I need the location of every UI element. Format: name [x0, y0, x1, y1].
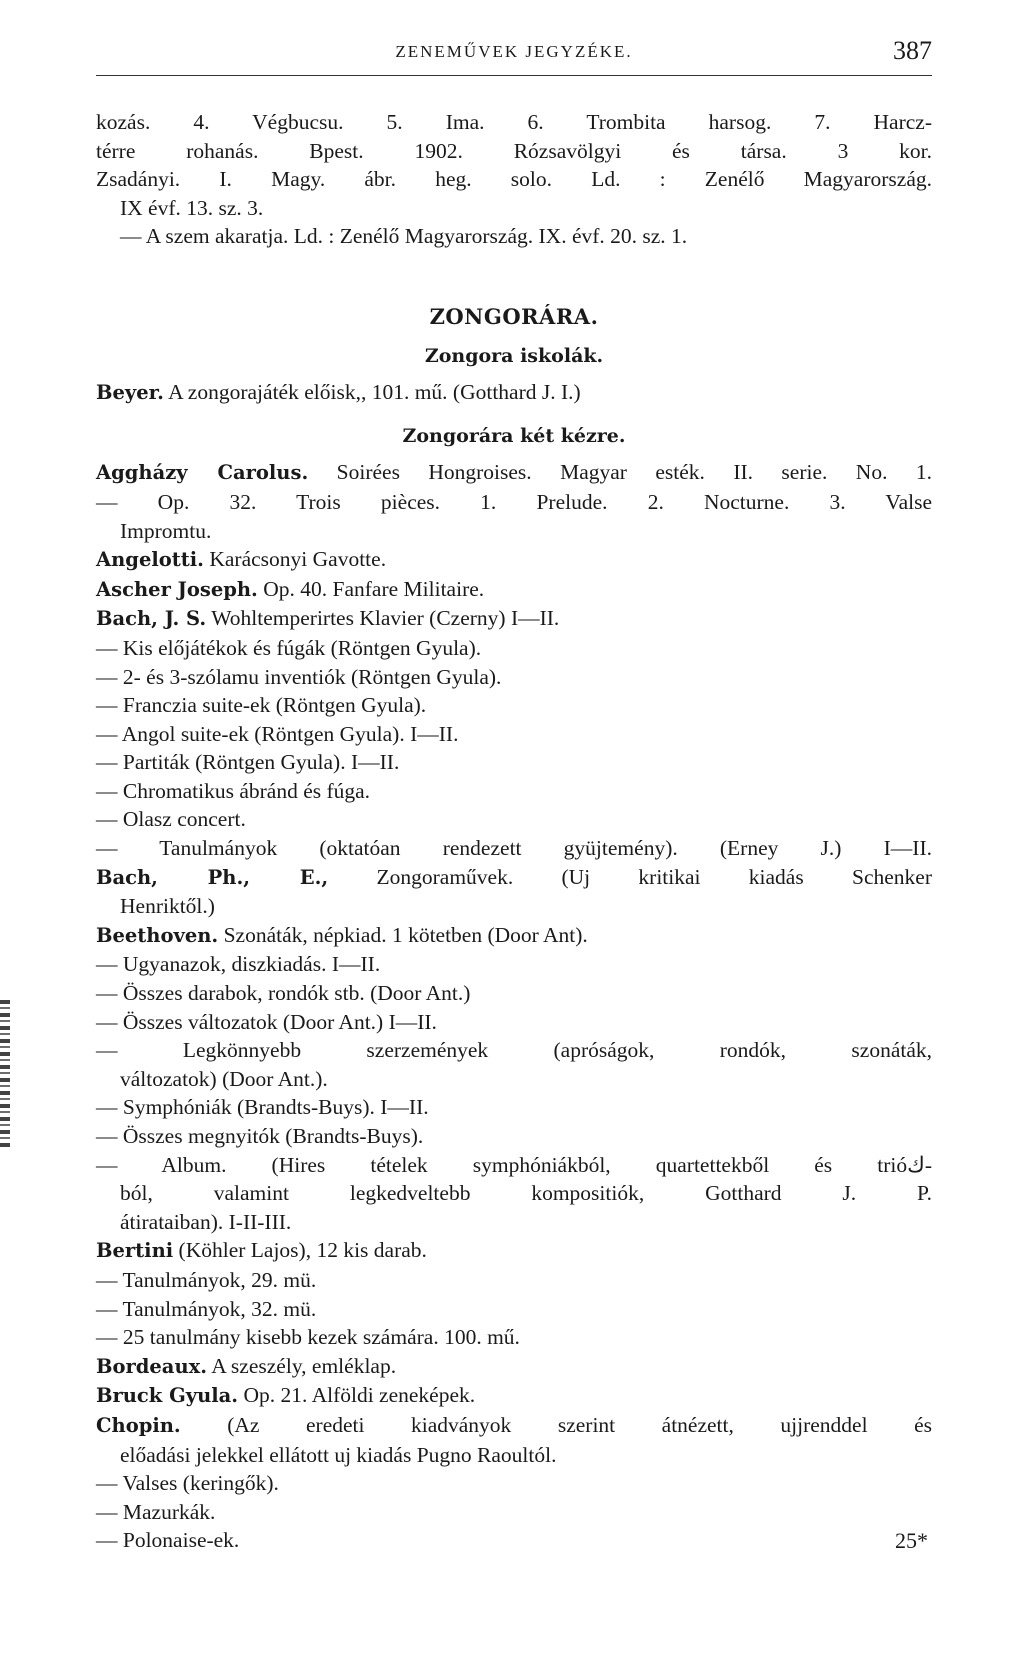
entry-text: — Valses (keringők).	[96, 1471, 279, 1496]
catalog-entry	[96, 1179, 932, 1208]
entry-text: Soirées Hongroises. Magyar esték. II. serie. No. 1.	[308, 460, 932, 485]
catalog-entry	[96, 1498, 932, 1527]
entry-text: — Polonaise-ek.	[96, 1528, 240, 1553]
entry-text: A zongorajáték előisk,, 101. mű. (Gotthard J. I.)	[163, 380, 581, 405]
signature-mark: 25*	[895, 1528, 928, 1553]
catalog-entry	[96, 1441, 932, 1470]
catalog-entry	[96, 1151, 932, 1180]
catalog-entry	[96, 1352, 932, 1382]
subsection-heading-two-hands: Zongorára két kézre.	[402, 424, 626, 447]
catalog-entry	[96, 634, 932, 663]
section-heading: ZONGORÁRA.	[429, 303, 599, 329]
entry-text: — Partiták (Röntgen Gyula). I—II.	[96, 750, 400, 775]
catalog-entry	[96, 1295, 932, 1324]
entry-text: A szeszély, emléklap.	[207, 1353, 397, 1378]
entry-beyer	[96, 378, 932, 408]
entry-text: — Tanulmányok, 32. mü.	[96, 1296, 317, 1321]
catalog-entry	[96, 458, 932, 488]
entry-author: Bach, J. S.	[96, 607, 207, 631]
entry-author: Bach, Ph., E.,	[96, 865, 329, 889]
intro-line: — A szem akaratja. Ld. : Zenélő Magyarország. IX. évf. 20. sz. 1.	[120, 224, 688, 249]
catalog-entry	[96, 921, 932, 951]
entry-author: Chopin.	[96, 1413, 181, 1437]
entry-text: — Mazurkák.	[96, 1499, 216, 1524]
catalog-entry	[96, 1266, 932, 1295]
intro-line: kozás. 4. Végbucsu. 5. Ima. 6. Trombita harsog. 7. Harcz-	[96, 110, 932, 134]
entry-author: Beethoven.	[96, 923, 219, 947]
catalog-entry	[96, 1065, 932, 1094]
catalog-entry	[96, 1323, 932, 1352]
page-number: 387	[893, 36, 932, 65]
scan-edge-mark	[0, 1000, 10, 1150]
entry-author: Bruck Gyula.	[96, 1384, 239, 1408]
catalog-entry	[96, 834, 932, 863]
page-body	[96, 108, 932, 1555]
entry-text: Wohltemperirtes Klavier (Czerny) I—II.	[206, 606, 560, 631]
entry-text: — Chromatikus ábránd és fúga.	[96, 778, 371, 803]
entry-text: Henriktől.)	[120, 894, 215, 919]
catalog-entry	[96, 805, 932, 834]
catalog-entry	[96, 1411, 932, 1441]
catalog-entry	[96, 748, 932, 777]
header-rule	[96, 75, 932, 76]
entry-text: (Az eredeti kiadványok szerint átnézett, ujjrenddel és	[180, 1412, 932, 1437]
entry-text: — Symphóniák (Brandts-Buys). I—II.	[96, 1095, 429, 1120]
catalog-entry	[96, 604, 932, 634]
entry-text: — Tanulmányok (oktatóan rendezett gyüjtemény). (Erney J.) I—II.	[96, 836, 932, 861]
entry-text: átirataiban). I-II-III.	[120, 1209, 292, 1234]
entry-text: — Összes megnyitók (Brandts-Buys).	[96, 1124, 424, 1148]
intro-line: IX évf. 13. sz. 3.	[120, 195, 264, 220]
catalog-entry	[96, 1093, 932, 1122]
entry-text: Zongoraművek. (Uj kritikai kiadás Schenker	[328, 864, 932, 889]
entry-author: Bertini	[96, 1239, 174, 1263]
catalog-entry	[96, 979, 932, 1008]
catalog-entry	[96, 1008, 932, 1037]
catalog-entry	[96, 1208, 932, 1237]
entry-text: előadási jelekkel ellátott uj kiadás Pugno Raoultól.	[120, 1442, 557, 1467]
entry-text: — Tanulmányok, 29. mü.	[96, 1267, 317, 1292]
intro-paragraph	[96, 108, 932, 251]
running-title: ZENEMŰVEK JEGYZÉKE.	[395, 42, 633, 61]
entry-text: — Kis előjátékok és fúgák (Röntgen Gyula).	[96, 635, 482, 660]
entry-text: Szonáták, népkiad. 1 kötetben (Door Ant).	[218, 922, 588, 947]
catalog-entry	[96, 777, 932, 806]
entry-text: — Olasz concert.	[96, 807, 246, 832]
entry-text: — Összes változatok (Door Ant.) I—II.	[96, 1009, 437, 1034]
entry-text: — Ugyanazok, diszkiadás. I—II.	[96, 952, 381, 977]
entry-text: — 25 tanulmány kisebb kezek számára. 100. mű.	[96, 1325, 520, 1350]
entry-text: (Köhler Lajos), 12 kis darab.	[173, 1238, 427, 1263]
catalog-entry	[96, 691, 932, 720]
entry-author: Angelotti.	[96, 548, 204, 572]
catalog-entry	[96, 488, 932, 517]
entry-text: ból, valamint legkedveltebb kompositiók, Gotthard J. P.	[120, 1181, 932, 1206]
catalog-entry	[96, 1469, 932, 1498]
entry-text: — Legkönnyebb szerzemények (apróságok, rondók, szonáták,	[96, 1038, 932, 1063]
catalog-entry	[96, 863, 932, 893]
entry-author: Beyer.	[96, 381, 164, 405]
entry-author: Bordeaux.	[96, 1354, 208, 1378]
entry-text: Op. 40. Fanfare Militaire.	[257, 576, 485, 601]
catalog-entry	[96, 663, 932, 692]
catalog-entry	[96, 575, 932, 605]
entry-text: — Album. (Hires tételek symphóniákból, quartettekből és trióك-	[96, 1152, 932, 1177]
entry-text: — 2- és 3-szólamu inventiók (Röntgen Gyula).	[96, 664, 502, 689]
entry-text: — Összes darabok, rondók stb. (Door Ant.)	[96, 981, 471, 1006]
catalog-entry	[96, 720, 932, 749]
intro-line: Zsadányi. I. Magy. ábr. heg. solo. Ld. : Zenélő Magyarország.	[96, 167, 932, 192]
catalog-entry	[96, 950, 932, 979]
catalog-entry	[96, 892, 932, 921]
page-header	[96, 36, 932, 76]
intro-line: térre rohanás. Bpest. 1902. Rózsavölgyi és társa. 3 kor.	[96, 138, 932, 163]
entry-text: — Angol suite-ek (Röntgen Gyula). I—II.	[96, 721, 459, 746]
entry-text: Op. 21. Alföldi zeneképek.	[238, 1383, 476, 1408]
catalog-entry	[96, 1122, 932, 1151]
entry-text: — Op. 32. Trois pièces. 1. Prelude. 2. Nocturne. 3. Valse	[96, 489, 932, 514]
entry-author: Ascher Joseph.	[96, 577, 258, 601]
entry-list	[96, 458, 932, 1555]
entry-text: — Franczia suite-ek (Röntgen Gyula).	[96, 693, 427, 718]
catalog-entry	[96, 1036, 932, 1065]
subsection-heading-schools: Zongora iskolák.	[424, 344, 604, 367]
catalog-entry	[96, 1526, 932, 1555]
catalog-entry	[96, 1381, 932, 1411]
catalog-entry	[96, 1236, 932, 1266]
catalog-entry	[96, 517, 932, 546]
entry-text: Impromtu.	[120, 518, 212, 543]
catalog-entry	[96, 545, 932, 575]
entry-text: változatok) (Door Ant.).	[120, 1066, 328, 1091]
entry-author: Aggházy Carolus.	[96, 461, 309, 485]
entry-text: Karácsonyi Gavotte.	[203, 547, 387, 572]
